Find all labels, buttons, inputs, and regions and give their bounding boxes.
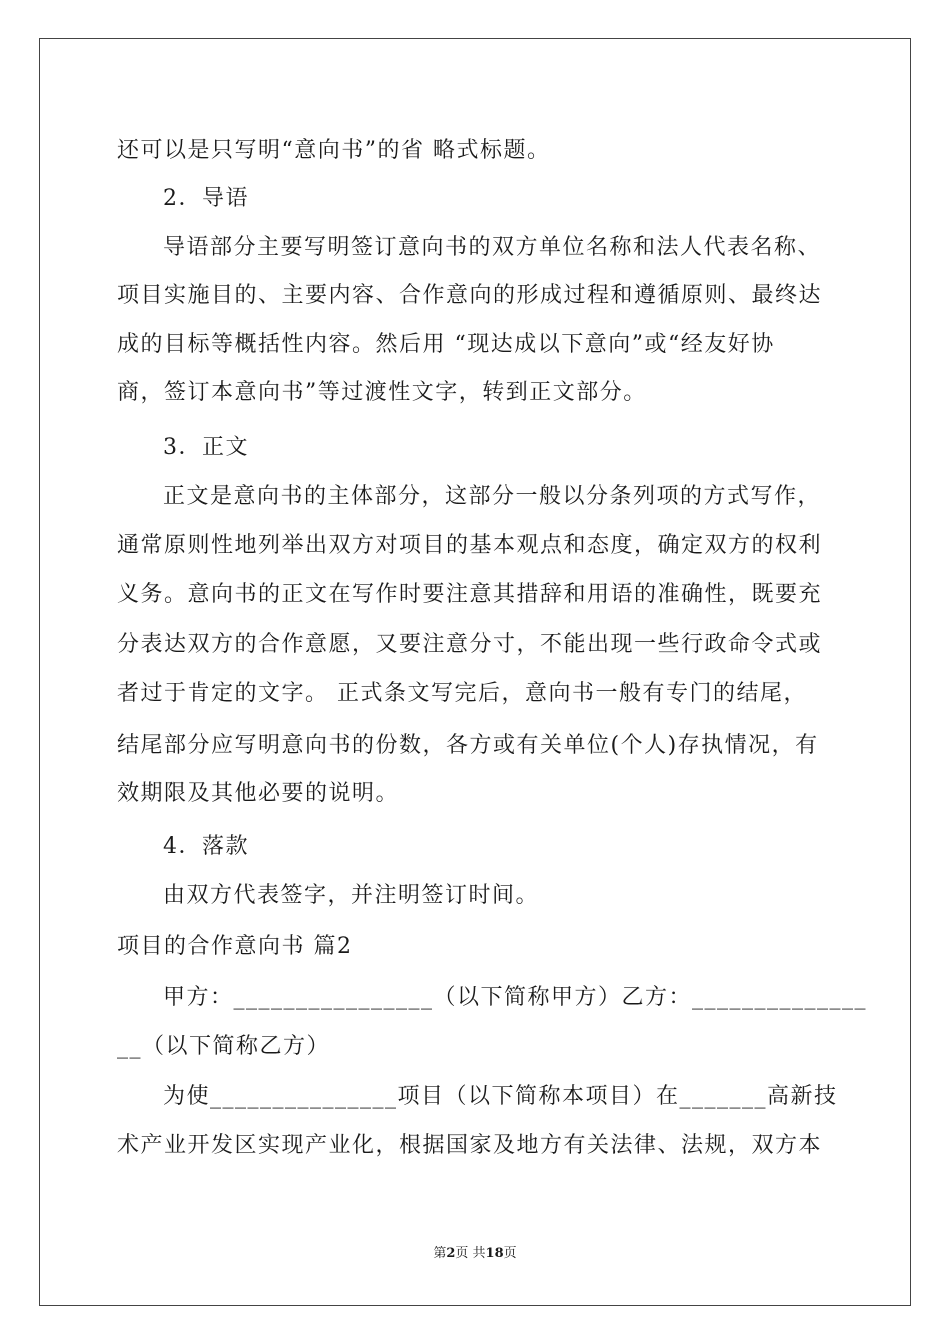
text-line: 通常原则性地列举出双方对项目的基本观点和态度，确定双方的权利 — [117, 533, 823, 558]
text-line: 结尾部分应写明意向书的份数，各方或有关单位(个人)存执情况，有 — [117, 733, 819, 758]
text-line: 分表达双方的合作意愿，又要注意分寸，不能出现一些行政命令式或 — [117, 632, 823, 657]
footer-suffix: 页 — [503, 1246, 517, 1261]
text-line: 甲方：________________（以下简称甲方）乙方：______________ — [163, 985, 868, 1010]
text-line: 术产业开发区实现产业化，根据国家及地方有关法律、法规，双方本 — [117, 1133, 823, 1158]
footer-prefix: 第 — [433, 1246, 447, 1261]
text-line: 商，签订本意向书”等过渡性文字，转到正文部分。 — [117, 380, 647, 405]
footer-mid: 页 共 — [455, 1246, 486, 1261]
text-line: 效期限及其他必要的说明。 — [117, 781, 400, 806]
page-footer — [0, 1245, 950, 1263]
text-line: 为使_______________项目（以下简称本项目）在_______高新技 — [163, 1084, 838, 1109]
text-line: 成的目标等概括性内容。然后用 “现达成以下意向”或“经友好协 — [117, 332, 775, 357]
text-line: 者过于肯定的文字。 正式条文写完后，意向书一般有专门的结尾， — [117, 681, 807, 706]
section-heading: 4．落款 — [163, 834, 249, 859]
text-line: 正文是意向书的主体部分，这部分一般以分条列项的方式写作， — [163, 484, 822, 509]
text-line: __（以下简称乙方） — [117, 1034, 331, 1059]
text-line: 由双方代表签字，并注明签订时间。 — [163, 883, 540, 908]
section-heading: 3．正文 — [163, 435, 249, 460]
text-line: 项目实施目的、主要内容、合作意向的形成过程和遵循原则、最终达 — [117, 283, 823, 308]
section-heading: 2．导语 — [163, 186, 249, 211]
page-border — [39, 38, 911, 1306]
page-number: 2 — [446, 1246, 456, 1261]
text-line: 义务。意向书的正文在写作时要注意其措辞和用语的准确性，既要充 — [117, 582, 823, 607]
article-title: 项目的合作意向书 篇2 — [117, 934, 353, 959]
text-line: 还可以是只写明“意向书”的省 略式标题。 — [117, 138, 551, 163]
total-pages: 18 — [485, 1246, 504, 1261]
text-line: 导语部分主要写明签订意向书的双方单位名称和法人代表名称、 — [163, 235, 822, 260]
